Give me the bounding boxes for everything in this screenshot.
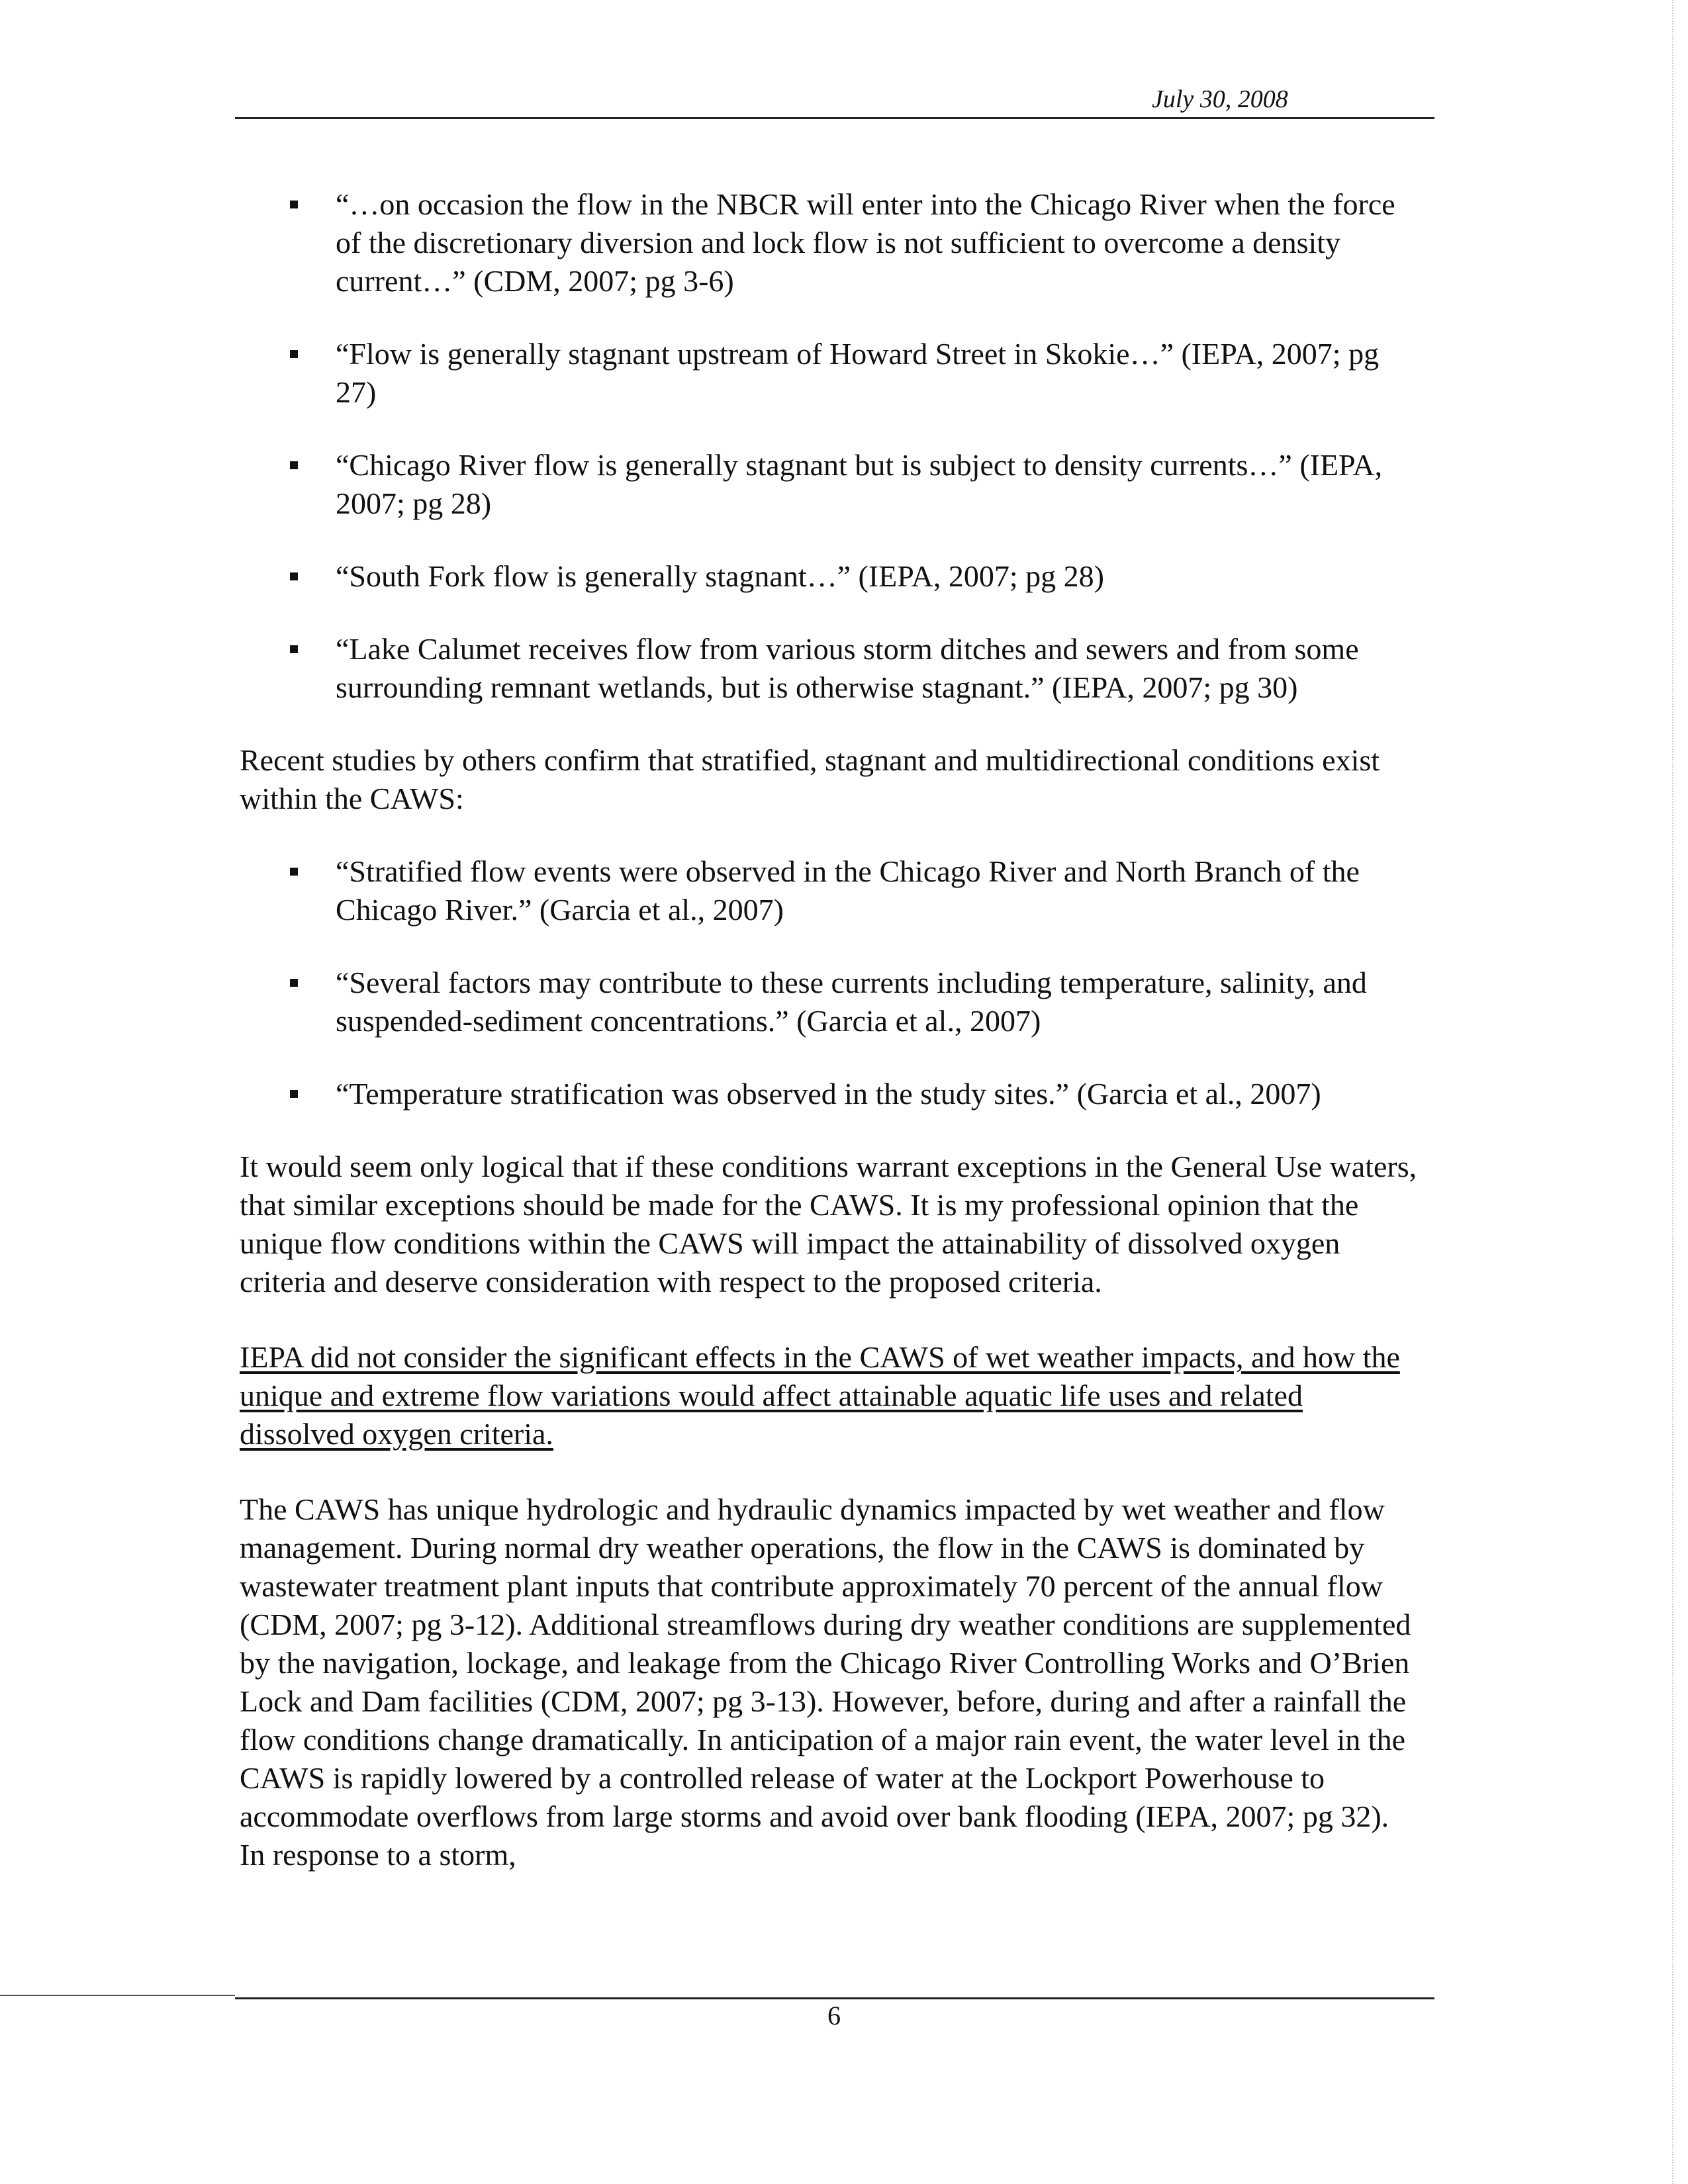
quote-list-stratification (240, 852, 1419, 1113)
list-item (240, 630, 1419, 707)
list-item (240, 185, 1419, 300)
list-item (240, 852, 1419, 929)
list-item-text: “Lake Calumet receives flow from various storm ditches and sewers and from some surrounding remnant wetlands, but is otherwise stagnant.” (IEPA, 2007; pg 30) (336, 632, 1359, 704)
list-item (240, 557, 1419, 596)
square-bullet-icon (290, 350, 298, 358)
footer-rule-extension (0, 1995, 235, 1996)
square-bullet-icon (290, 572, 298, 580)
quote-list-flow-conditions (240, 185, 1419, 707)
square-bullet-icon (290, 461, 298, 469)
page-number: 6 (827, 2001, 841, 2030)
paragraph-caws-hydrology: The CAWS has unique hydrologic and hydraulic dynamics impacted by wet weather and flow management. During normal dry weather operations, the flow in the CAWS is dominated by wastewater treatment plant inputs that contribute approximately 70 percent of the annual flow (CDM, 2007; pg 3-12). Additional streamflows during dry weather conditions are supplemented by the navigation, lockage, and leakage from the Chicago River Controlling Works and O’Brien Lock and Dam facilities (CDM, 2007; pg 3-13). However, before, during and after a rainfall the flow conditions change dramatically. In anticipation of a major rain event, the water level in the CAWS is rapidly lowered by a controlled release of water at the Lockport Powerhouse to accommodate overflows from large storms and avoid over bank flooding (IEPA, 2007; pg 32). In response to a storm, (240, 1492, 1411, 1872)
square-bullet-icon (290, 201, 298, 208)
list-item-text: “Temperature stratification was observed in the study sites.” (Garcia et al., 2007) (336, 1077, 1321, 1111)
paragraph-logical-exceptions: It would seem only logical that if these conditions warrant exceptions in the General Use waters, that similar exceptions should be made for the CAWS. It is my professional opinion that the unique flow conditions within the CAWS will impact the attainability of dissolved oxygen criteria and deserve consideration with respect to the proposed criteria. (240, 1150, 1417, 1298)
list-item-text: “Several factors may contribute to these currents including temperature, salinity, and suspended-sediment concentrations.” (Garcia et al., 2007) (336, 966, 1367, 1038)
scan-edge-line (1672, 0, 1673, 2184)
list-item-text: “Flow is generally stagnant upstream of Howard Street in Skokie…” (IEPA, 2007; pg 27) (336, 337, 1380, 409)
square-bullet-icon (290, 979, 298, 987)
paragraph-recent-studies: Recent studies by others confirm that stratified, stagnant and multidirectional conditions exist within the CAWS: (240, 743, 1380, 815)
header-date: July 30, 2008 (1152, 85, 1288, 113)
section-heading: IEPA did not consider the significant effects in the CAWS of wet weather impacts, and how the unique and extreme flow variations would affect attainable aquatic life uses and related dissolved oxygen criteria. (240, 1340, 1400, 1451)
footer-rule (235, 1997, 1434, 1999)
square-bullet-icon (290, 1090, 298, 1098)
list-item-text: “Stratified flow events were observed in the Chicago River and North Branch of the Chicago River.” (Garcia et al., 2007) (336, 854, 1360, 927)
square-bullet-icon (290, 868, 298, 876)
list-item-text: “South Fork flow is generally stagnant…” (IEPA, 2007; pg 28) (336, 559, 1104, 593)
list-item-text: “Chicago River flow is generally stagnant but is subject to density currents…” (IEPA, 2007; pg 28) (336, 448, 1383, 520)
list-item (240, 964, 1419, 1040)
header-rule (235, 117, 1434, 119)
page-content (240, 180, 1419, 1874)
list-item (240, 335, 1419, 412)
list-item (240, 1075, 1419, 1113)
square-bullet-icon (290, 645, 298, 653)
list-item (240, 446, 1419, 523)
list-item-text: “…on occasion the flow in the NBCR will enter into the Chicago River when the force of the discretionary diversion and lock flow is not sufficient to overcome a density current…” (CDM, 2007; pg 3-6) (336, 187, 1395, 298)
